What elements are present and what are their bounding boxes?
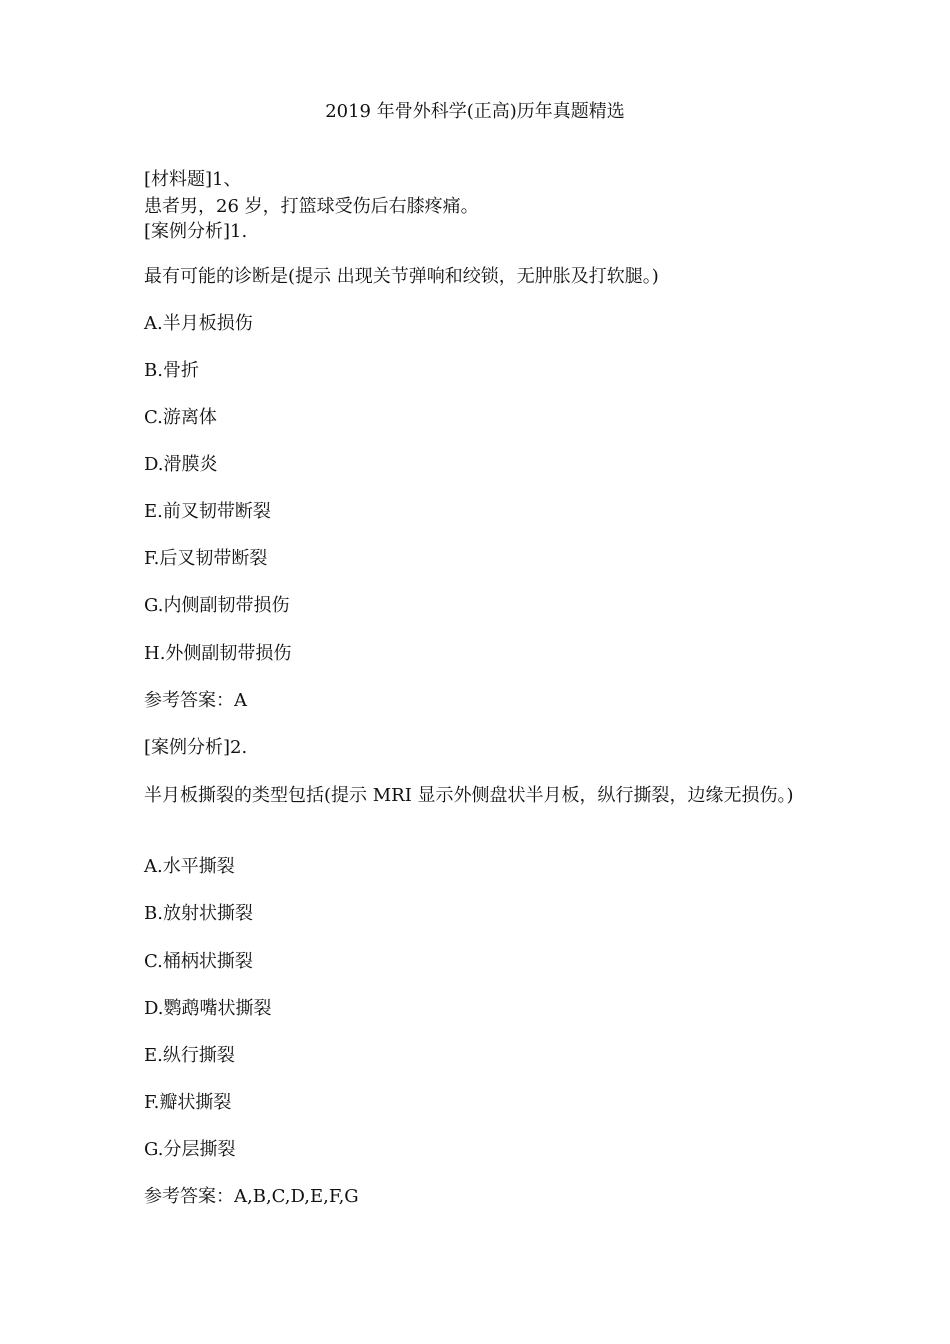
question-2-answer: 参考答案：A,B,C,D,E,F,G <box>144 1186 359 1207</box>
question-2-option-d: D.鹦鹉嘴状撕裂 <box>144 998 272 1019</box>
question-1-option-f: F.后叉韧带断裂 <box>144 548 268 569</box>
question-2-option-e: E.纵行撕裂 <box>144 1045 235 1066</box>
question-1-prompt: 最有可能的诊断是(提示 出现关节弹响和绞锁，无肿胀及打软腿。) <box>144 266 659 287</box>
question-2-prompt: 半月板撕裂的类型包括(提示 MRI 显示外侧盘状半月板，纵行撕裂，边缘无损伤。) <box>144 785 794 806</box>
question-2-option-g: G.分层撕裂 <box>144 1139 236 1160</box>
question-2-option-c: C.桶柄状撕裂 <box>144 951 253 972</box>
question-2-option-b: B.放射状撕裂 <box>144 903 253 924</box>
question-1-option-d: D.滑膜炎 <box>144 454 218 475</box>
question-1-option-b: B.骨折 <box>144 360 199 381</box>
material-label: [材料题]1、 <box>144 169 242 190</box>
document-title: 2019 年骨外科学(正高)历年真题精选 <box>325 101 625 122</box>
question-1-option-h: H.外侧副韧带损伤 <box>144 643 292 664</box>
question-1-option-c: C.游离体 <box>144 407 217 428</box>
question-1-label: [案例分析]1. <box>144 221 248 242</box>
question-2-option-f: F.瓣状撕裂 <box>144 1092 232 1113</box>
question-1-option-e: E.前叉韧带断裂 <box>144 501 271 522</box>
question-2-label: [案例分析]2. <box>144 737 248 758</box>
question-1-option-a: A.半月板损伤 <box>144 313 253 334</box>
question-1-answer: 参考答案：A <box>144 690 247 711</box>
question-1-option-g: G.内侧副韧带损伤 <box>144 595 290 616</box>
question-2-option-a: A.水平撕裂 <box>144 856 235 877</box>
case-description: 患者男，26 岁，打篮球受伤后右膝疼痛。 <box>144 196 479 217</box>
